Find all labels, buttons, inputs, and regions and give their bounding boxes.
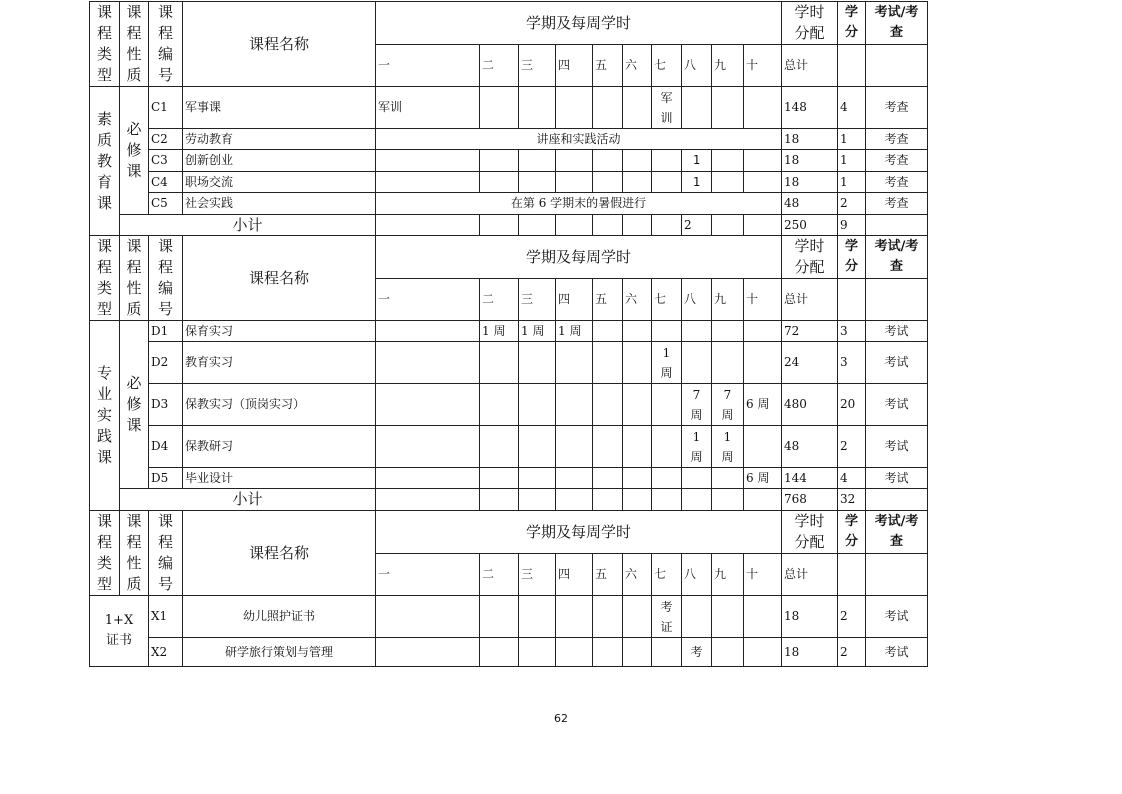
section1-nature: 必 修 课 <box>120 87 149 215</box>
header-course-type: 课 程 类 型 <box>90 511 120 596</box>
header-semester-9: 九 <box>712 279 744 321</box>
course-plan-table <box>89 1 928 667</box>
semester-4-cell: 1 周 <box>556 321 593 342</box>
hours-total: 144 <box>782 468 838 489</box>
header-semester-5: 五 <box>593 45 623 87</box>
semester-8-cell: 2 <box>682 215 712 236</box>
hours-total: 48 <box>782 193 838 215</box>
course-name: 社会实践 <box>183 193 376 215</box>
credit: 4 <box>838 468 866 489</box>
semester-1-cell: 军训 <box>376 87 480 129</box>
header-semester-6: 六 <box>623 45 652 87</box>
course-code: D1 <box>149 321 183 342</box>
exam-type: 考查 <box>866 129 928 150</box>
header-empty-cell <box>838 279 866 321</box>
header-semester-2: 二 <box>480 554 519 596</box>
header-course-type: 课 程 类 型 <box>90 2 120 87</box>
header-course-code: 课 程 编 号 <box>149 236 183 321</box>
header-semester-6: 六 <box>623 279 652 321</box>
semester-2-cell: 1 周 <box>480 321 519 342</box>
header-credit: 学 分 <box>838 2 866 45</box>
credit: 3 <box>838 321 866 342</box>
header-course-name: 课程名称 <box>183 511 376 596</box>
header-semester-7: 七 <box>652 279 682 321</box>
subtotal-label: 小计 <box>120 489 376 511</box>
semester-8-cell: 1 <box>682 150 712 172</box>
header-course-nature: 课 程 性 质 <box>120 511 149 596</box>
semester-span-note: 在第 6 学期末的暑假进行 <box>376 193 782 215</box>
semester-9-cell: 1 周 <box>712 426 744 468</box>
semester-8-cell: 考 <box>682 638 712 667</box>
hours-total: 148 <box>782 87 838 129</box>
header-exam-type: 考试/考 查 <box>866 2 928 45</box>
course-name: 研学旅行策划与管理 <box>183 638 376 667</box>
header-semester-title: 学期及每周学时 <box>376 2 782 45</box>
header-empty-cell <box>866 45 928 87</box>
header-semester-10: 十 <box>744 279 782 321</box>
header-semester-2: 二 <box>480 45 519 87</box>
header-empty-cell <box>838 554 866 596</box>
semester-7-cell: 考 证 <box>652 596 682 638</box>
hours-total: 72 <box>782 321 838 342</box>
header-course-name: 课程名称 <box>183 236 376 321</box>
header-hours-total: 总计 <box>782 45 838 87</box>
header-semester-7: 七 <box>652 45 682 87</box>
credit: 3 <box>838 342 866 384</box>
hours-total: 18 <box>782 172 838 193</box>
header-course-name: 课程名称 <box>183 2 376 87</box>
course-name: 创新创业 <box>183 150 376 172</box>
hours-total: 480 <box>782 384 838 426</box>
hours-total: 18 <box>782 596 838 638</box>
header-semester-2: 二 <box>480 279 519 321</box>
course-name: 劳动教育 <box>183 129 376 150</box>
hours-total: 18 <box>782 129 838 150</box>
course-name: 保教实习（顶岗实习） <box>183 384 376 426</box>
hours-total: 768 <box>782 489 838 511</box>
course-code: X2 <box>149 638 183 667</box>
exam-type: 考试 <box>866 596 928 638</box>
header-semester-3: 三 <box>519 279 556 321</box>
credit: 2 <box>838 426 866 468</box>
header-exam-type: 考试/考 查 <box>866 236 928 279</box>
semester-8-cell: 1 周 <box>682 426 712 468</box>
header-hours-alloc: 学时 分配 <box>782 2 838 45</box>
header-hours-total: 总计 <box>782 279 838 321</box>
header-hours-alloc: 学时 分配 <box>782 511 838 554</box>
semester-span-note: 讲座和实践活动 <box>376 129 782 150</box>
header-semester-8: 八 <box>682 279 712 321</box>
exam-type: 考查 <box>866 172 928 193</box>
header-semester-5: 五 <box>593 554 623 596</box>
header-semester-1: 一 <box>376 45 480 87</box>
course-name: 军事课 <box>183 87 376 129</box>
exam-type: 考查 <box>866 150 928 172</box>
credit: 2 <box>838 638 866 667</box>
credit: 1 <box>838 172 866 193</box>
course-code: X1 <box>149 596 183 638</box>
header-semester-8: 八 <box>682 554 712 596</box>
header-credit: 学 分 <box>838 511 866 554</box>
course-name: 幼儿照护证书 <box>183 596 376 638</box>
header-semester-1: 一 <box>376 279 480 321</box>
course-name: 毕业设计 <box>183 468 376 489</box>
header-semester-3: 三 <box>519 554 556 596</box>
course-code: D5 <box>149 468 183 489</box>
section2-nature: 必 修 课 <box>120 321 149 489</box>
subtotal-label: 小计 <box>120 215 376 236</box>
header-semester-6: 六 <box>623 554 652 596</box>
semester-7-cell: 军 训 <box>652 87 682 129</box>
header-semester-8: 八 <box>682 45 712 87</box>
course-code: D4 <box>149 426 183 468</box>
hours-total: 18 <box>782 638 838 667</box>
header-semester-9: 九 <box>712 554 744 596</box>
credit: 9 <box>838 215 866 236</box>
page-number: 62 <box>554 712 568 725</box>
course-code: D3 <box>149 384 183 426</box>
hours-total: 48 <box>782 426 838 468</box>
exam-type: 考查 <box>866 193 928 215</box>
semester-8-cell: 7 周 <box>682 384 712 426</box>
semester-7-cell: 1 周 <box>652 342 682 384</box>
credit: 2 <box>838 596 866 638</box>
header-empty-cell <box>866 279 928 321</box>
course-name: 保育实习 <box>183 321 376 342</box>
exam-type: 考试 <box>866 384 928 426</box>
exam-type: 考试 <box>866 342 928 384</box>
exam-type: 考试 <box>866 638 928 667</box>
header-semester-7: 七 <box>652 554 682 596</box>
exam-type: 考试 <box>866 321 928 342</box>
header-course-code: 课 程 编 号 <box>149 2 183 87</box>
header-course-type: 课 程 类 型 <box>90 236 120 321</box>
hours-total: 18 <box>782 150 838 172</box>
course-name: 教育实习 <box>183 342 376 384</box>
hours-total: 250 <box>782 215 838 236</box>
credit: 2 <box>838 193 866 215</box>
header-semester-5: 五 <box>593 279 623 321</box>
header-exam-type: 考试/考 查 <box>866 511 928 554</box>
credit: 32 <box>838 489 866 511</box>
header-course-nature: 课 程 性 质 <box>120 236 149 321</box>
header-semester-title: 学期及每周学时 <box>376 511 782 554</box>
course-code: C3 <box>149 150 183 172</box>
header-semester-4: 四 <box>556 554 593 596</box>
header-hours-total: 总计 <box>782 554 838 596</box>
course-code: C2 <box>149 129 183 150</box>
course-code: C4 <box>149 172 183 193</box>
semester-10-cell: 6 周 <box>744 468 782 489</box>
header-semester-4: 四 <box>556 279 593 321</box>
course-name: 保教研习 <box>183 426 376 468</box>
section1-type: 素 质 教 育 课 <box>90 87 120 236</box>
course-name: 职场交流 <box>183 172 376 193</box>
header-semester-1: 一 <box>376 554 480 596</box>
header-empty-cell <box>838 45 866 87</box>
header-semester-title: 学期及每周学时 <box>376 236 782 279</box>
section3-type: 1+X 证书 <box>90 596 149 667</box>
header-semester-10: 十 <box>744 554 782 596</box>
header-credit: 学 分 <box>838 236 866 279</box>
section2-type: 专 业 实 践 课 <box>90 321 120 511</box>
credit: 4 <box>838 87 866 129</box>
credit: 20 <box>838 384 866 426</box>
header-semester-9: 九 <box>712 45 744 87</box>
semester-8-cell: 1 <box>682 172 712 193</box>
credit: 1 <box>838 150 866 172</box>
header-course-nature: 课 程 性 质 <box>120 2 149 87</box>
hours-total: 24 <box>782 342 838 384</box>
credit: 1 <box>838 129 866 150</box>
exam-type: 考查 <box>866 87 928 129</box>
semester-10-cell: 6 周 <box>744 384 782 426</box>
header-empty-cell <box>866 554 928 596</box>
header-course-code: 课 程 编 号 <box>149 511 183 596</box>
header-hours-alloc: 学时 分配 <box>782 236 838 279</box>
header-semester-4: 四 <box>556 45 593 87</box>
semester-9-cell: 7 周 <box>712 384 744 426</box>
course-code: C1 <box>149 87 183 129</box>
course-code: D2 <box>149 342 183 384</box>
semester-3-cell: 1 周 <box>519 321 556 342</box>
course-code: C5 <box>149 193 183 215</box>
exam-type: 考试 <box>866 426 928 468</box>
header-semester-3: 三 <box>519 45 556 87</box>
header-semester-10: 十 <box>744 45 782 87</box>
exam-type: 考试 <box>866 468 928 489</box>
